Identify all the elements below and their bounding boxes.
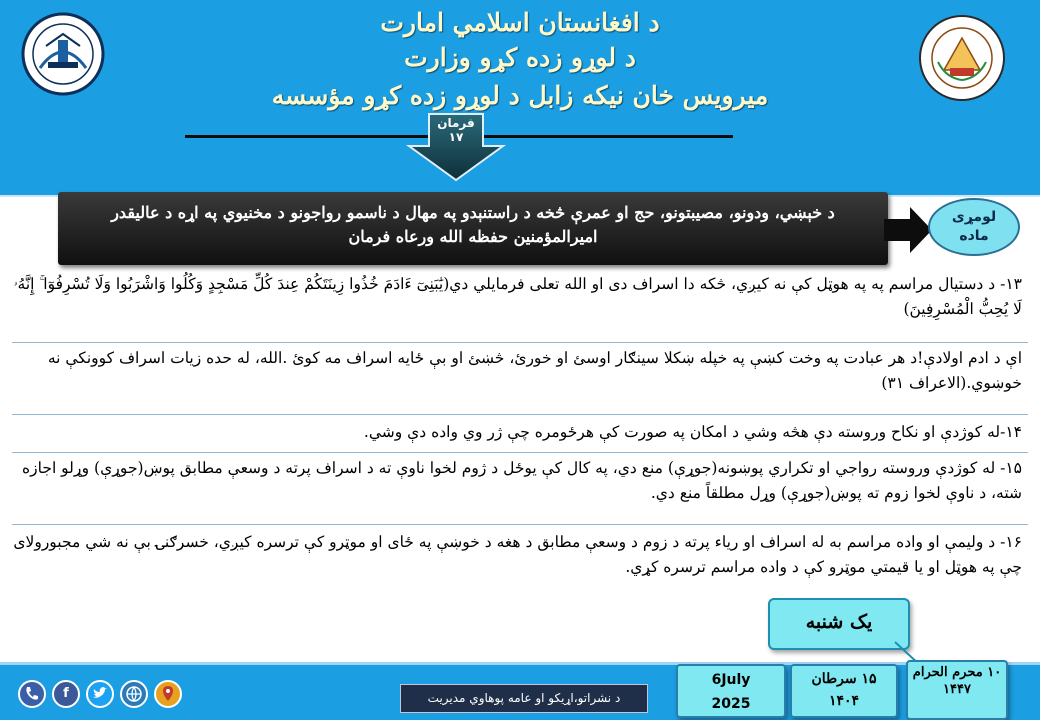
decree-number: ۱۷: [448, 130, 464, 144]
solar-day-month: ۱۵ سرطان: [811, 671, 877, 687]
decree-number-label: [432, 116, 480, 144]
paragraph-divider: [12, 524, 1028, 525]
location-icon[interactable]: [154, 680, 182, 708]
web-icon[interactable]: [120, 680, 148, 708]
article-label-line2: ماده: [959, 228, 989, 244]
article-15: ۱۵- له کوژدې وروسته رواجي او تکراري پوښونه(جوړې) منع دي، په کال کې یوځل د ژوم لخوا ناوې ته د اسراف پرته د وسعې مطابق پوښ(جوړې) وړلو اجازه شته، د ناوې لخوا زوم ته پوښ(جوړې) وړل مطلقاً منع دي.: [22, 459, 1022, 502]
article-14: ۱۴-له کوژدې او نکاح وروسته دې هڅه وشي د امکان په صورت کې هرځومره چې ژر وي واده دې وشي.: [363, 423, 1022, 441]
lunar-day-month: ۱۰ محرم الحرام: [912, 665, 1002, 680]
article-label-line1: لومړی: [951, 209, 997, 225]
ministry-title: د لوړو زده کړو وزارت: [404, 43, 636, 72]
gregorian-day-month: 6July: [711, 672, 751, 688]
phone-icon[interactable]: [18, 680, 46, 708]
institute-title: میرویس خان نیکه زابل د لوړو زده کړو مؤسسه: [271, 81, 769, 110]
gregorian-year: 2025: [711, 696, 751, 712]
article-label: [928, 198, 1020, 256]
decree-arrow: [405, 112, 507, 182]
emirate-title: د افغانستان اسلامي امارت: [380, 8, 660, 37]
solar-date: [790, 664, 898, 718]
article-16: ۱۶- د ولیمې او واده مراسم به له اسراف او ریاء پرته د زوم د وسعې مطابق د هغه د خوښې په ځای او موټرو کې ترسره کیږي، خسرګنۍ بې نه شي مجبورولای چې په هوټل او یا قیمتي موټرو کې د واده مراسم ترسره کړي.: [13, 533, 1022, 576]
paragraph-divider: [12, 342, 1028, 343]
decree-box: د خېښي، ودونو، مصیبتونو، حج او عمرې څخه د راستنېدو په مهال د ناسمو رواجونو د مخنیوي په اړه د عالیقدر امیرالمؤمنین حفظه الله ورعاه فرمان: [58, 192, 888, 265]
department-label: د نشراتو،اړیکو او عامه پوهاوي مدیریت: [400, 684, 648, 713]
paragraph-divider: [12, 414, 1028, 415]
lunar-date: [906, 660, 1008, 720]
lunar-year: ۱۴۴۷: [943, 682, 971, 697]
decree-title: فرمان: [437, 116, 475, 130]
institute-logo: [20, 6, 106, 118]
gregorian-date: [676, 664, 786, 718]
article-13: ۱۳- د دستیال مراسم په په هوټل کې نه کیږي، څکه دا اسراف دی او الله تعلی فرمایلي دي(يَٰبَنِىٓ ءَادَمَ خُذُوا زِينَتَكُمْ عِندَ كُلِّ مَسْجِدٍ وَكُلُوا وَاشْرَبُوا وَلَا تُسْرِفُوٓا ۚ إِنَّهُۥ لَا يُحِبُّ الْمُسْرِفِينَ): [13, 275, 1022, 318]
article-13-translation: اې د ادم اولادې!د هر عبادت په وخت کښې په خپله ښکلا سینګار اوسئ او خورئ، څښئ او بې ځایه اسراف مه کوئ .الله، له حده زیات اسراف کوونکې نه خوښوي.(الاعراف ۳۱): [47, 349, 1022, 392]
twitter-icon[interactable]: [86, 680, 114, 708]
ministry-logo: [916, 8, 1008, 118]
solar-year: ۱۴۰۴: [828, 693, 860, 709]
weekday-badge: یک شنبه: [768, 598, 910, 650]
arrow-left-icon: [884, 205, 934, 255]
facebook-icon[interactable]: f: [52, 680, 80, 708]
header-divider-right: [483, 135, 733, 138]
paragraph-divider: [12, 452, 1028, 453]
header-divider-left: [185, 135, 435, 138]
